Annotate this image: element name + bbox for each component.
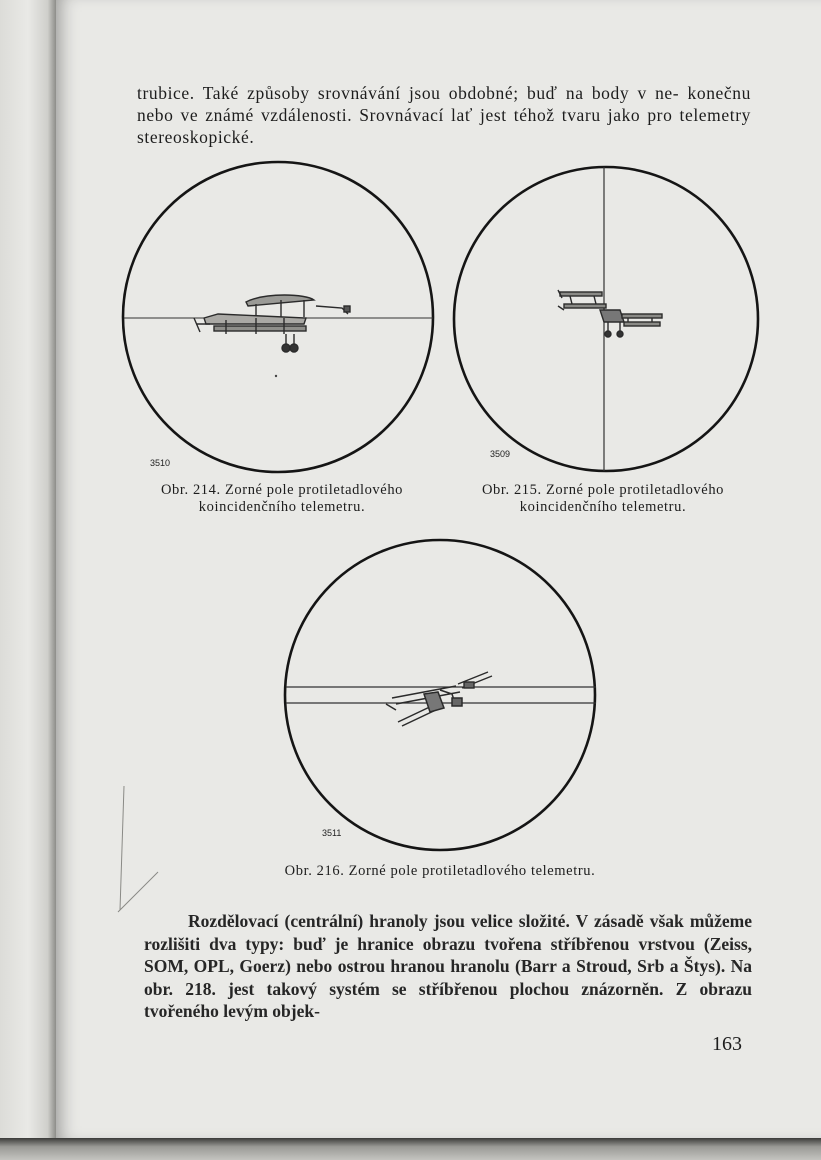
caption-figure-214 xyxy=(126,482,438,516)
paragraph-bottom-line-4: hranolu (Barr a Stroud, Srb a Štys). Na obr. 218. jest takový systém xyxy=(144,956,753,999)
page-bottom-edge xyxy=(0,1138,821,1160)
biplane-left-half-icon xyxy=(558,290,606,310)
biplane-lower-icon xyxy=(386,686,462,726)
biplane-right-half-icon xyxy=(600,310,662,337)
figure-number-label: 3509 xyxy=(490,449,511,459)
paragraph-bottom-line-2: však můžeme rozlišiti dva typy: buď je hranice obrazu tvořena xyxy=(144,911,753,954)
figure-number-label: 3510 xyxy=(150,458,171,468)
margin-pencil-marks xyxy=(108,780,168,930)
biplane-upper-icon xyxy=(458,672,492,688)
biplane-lower-half-icon xyxy=(194,314,306,352)
caption-figure-216 xyxy=(220,863,660,880)
caption-text: Obr. 216. Zorné pole protiletadlového telemetru. xyxy=(284,863,596,879)
biplane-upper-half-icon xyxy=(246,295,350,318)
page-number: 163 xyxy=(712,1033,742,1055)
figure-number-label: 3511 xyxy=(322,828,342,838)
figure-215 xyxy=(448,160,762,482)
facing-page-edge xyxy=(0,0,56,1160)
paragraph-bottom-line-3: stříbřenou vrstvou (Zeiss, SOM, OPL, Goerz) nebo ostrou hranou xyxy=(144,933,753,977)
caption-line-1: Obr. 215. Zorné pole protiletadlového xyxy=(481,482,725,498)
caption-line-2: koincidenčního telemetru. xyxy=(198,499,366,515)
paragraph-bottom-line-5: se stříbřenou plochou znázorněn. Z obrazu tvořeného levým objek- xyxy=(144,978,752,1022)
paragraph-top-line-1: trubice. Také způsoby srovnávání jsou obdobné; buď na body v ne- xyxy=(137,83,680,103)
figure-214 xyxy=(116,160,442,482)
paragraph-top-line-2: konečnu nebo ve známé vzdálenosti. Srovnávací lať jest téhož tvaru xyxy=(137,83,751,125)
paragraph-top xyxy=(137,82,751,148)
paragraph-bottom-line-1: Rozdělovací (centrální) hranoly jsou velice složité. V zásadě xyxy=(188,911,644,931)
figure-216 xyxy=(280,534,602,854)
paragraph-top-line-3: jako pro telemetry stereoskopické. xyxy=(137,105,751,147)
caption-figure-215 xyxy=(448,482,758,516)
caption-line-1: Obr. 214. Zorné pole protiletadlového xyxy=(160,482,404,498)
paragraph-bottom xyxy=(144,910,752,1023)
caption-line-2: koincidenčního telemetru. xyxy=(519,499,687,515)
